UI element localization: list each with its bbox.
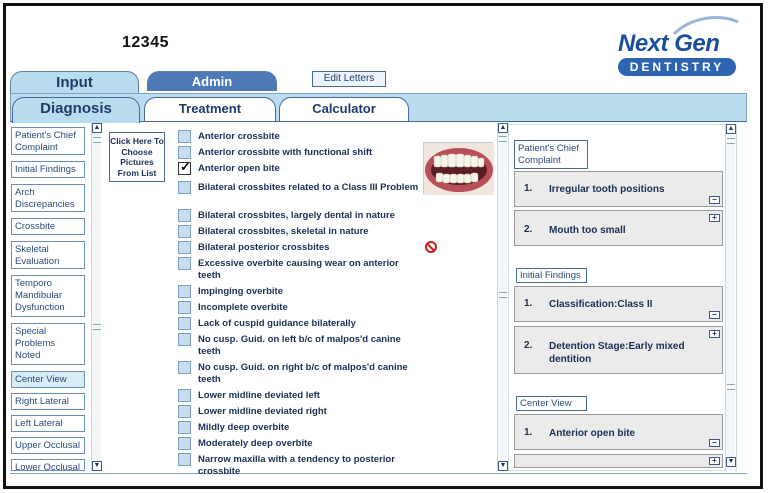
summary-entry[interactable] (514, 286, 723, 322)
scroll-down-icon[interactable]: ▼ (499, 462, 507, 469)
category-upper-occlusal[interactable]: Upper Occlusal (11, 437, 85, 454)
finding-row[interactable] (178, 257, 418, 283)
summary-entry[interactable] (514, 326, 723, 374)
category-special-problems[interactable]: Special Problems Noted (11, 323, 85, 365)
finding-label: Incomplete overbite (198, 302, 288, 313)
entry-number: 1. (524, 298, 533, 309)
category-lower-occlusal[interactable]: Lower Occlusal (11, 459, 85, 471)
edit-letters-button[interactable]: Edit Letters (312, 71, 386, 87)
finding-checkbox[interactable] (178, 209, 191, 222)
entry-number: 1. (524, 427, 533, 438)
finding-row[interactable] (178, 162, 418, 176)
expand-icon[interactable]: + (709, 214, 720, 222)
finding-checkbox[interactable] (178, 181, 191, 194)
entry-text: Mouth too small (549, 225, 626, 236)
category-initial-findings[interactable]: Initial Findings (11, 161, 85, 178)
expand-icon[interactable]: + (709, 457, 720, 465)
scroll-grip[interactable] (93, 137, 101, 143)
scroll-up-icon[interactable]: ▲ (499, 124, 507, 131)
finding-label: No cusp. Guid. on left b/c of malpos'd canine teeth (198, 334, 401, 357)
finding-checkbox[interactable] (178, 333, 191, 346)
finding-label: Moderately deep overbite (198, 438, 313, 449)
tab-calculator[interactable]: Calculator (279, 97, 409, 121)
finding-label: Anterior crossbite (198, 131, 280, 142)
entry-text: Detention Stage:Early mixed dentition (549, 341, 685, 365)
scroll-down-icon[interactable]: ▼ (727, 458, 735, 465)
entry-number: 2. (524, 224, 533, 235)
next-gen-dentistry-logo (612, 14, 740, 80)
entry-text: Classification:Class II (549, 299, 653, 310)
logo-wordmark: Next Gen (618, 30, 720, 57)
finding-label: Bilateral crossbites related to a Class III Problem (198, 182, 419, 193)
finding-row[interactable] (178, 317, 418, 331)
finding-label: Narrow maxilla with a tendency to posterior crossbite (198, 454, 395, 477)
tab-input[interactable]: Input (10, 71, 139, 93)
category-left-lateral[interactable]: Left Lateral (11, 415, 85, 432)
finding-checkbox[interactable] (178, 146, 191, 159)
finding-row[interactable] (178, 389, 418, 403)
collapse-icon[interactable]: − (709, 196, 720, 204)
choose-pictures-button[interactable]: Click Here To Choose Pictures From List (109, 132, 165, 182)
finding-checkbox-checked[interactable] (178, 162, 191, 175)
tab-treatment[interactable]: Treatment (144, 97, 276, 121)
finding-checkbox[interactable] (178, 301, 191, 314)
finding-checkbox[interactable] (178, 405, 191, 418)
finding-checkbox[interactable] (178, 257, 191, 270)
scroll-up-icon[interactable]: ▲ (93, 124, 101, 131)
collapse-icon[interactable]: − (709, 311, 720, 319)
scroll-grip[interactable] (727, 138, 735, 144)
summary-heading: Initial Findings (516, 268, 587, 283)
scroll-grip[interactable] (499, 136, 507, 142)
scroll-grip-mid[interactable] (499, 292, 507, 298)
finding-checkbox[interactable] (178, 317, 191, 330)
entry-text: Irregular tooth positions (549, 184, 665, 195)
entry-number: 2. (524, 340, 533, 351)
finding-checkbox[interactable] (178, 453, 191, 466)
finding-label: No cusp. Guid. on right b/c of malpos'd canine teeth (198, 362, 408, 385)
finding-checkbox[interactable] (178, 241, 191, 254)
finding-row[interactable] (178, 241, 418, 255)
finding-label: Anterior crossbite with functional shift (198, 147, 373, 158)
summary-heading: Patient's Chief Complaint (514, 140, 588, 169)
category-arch-discrepancies[interactable]: Arch Discrepancies (11, 184, 85, 212)
finding-row[interactable] (178, 333, 418, 359)
scroll-grip-mid[interactable] (93, 324, 101, 330)
finding-row[interactable] (178, 181, 418, 207)
finding-label: Mildly deep overbite (198, 422, 290, 433)
finding-row[interactable] (178, 301, 418, 315)
category-right-lateral[interactable]: Right Lateral (11, 393, 85, 410)
summary-entry[interactable] (514, 171, 723, 207)
entry-text: Anterior open bite (549, 428, 636, 439)
finding-label: Excessive overbite causing wear on anterior teeth (198, 258, 399, 281)
finding-label: Lower midline deviated right (198, 406, 327, 417)
tab-admin[interactable]: Admin (147, 71, 277, 91)
finding-row[interactable] (178, 421, 418, 435)
expand-icon[interactable]: + (709, 330, 720, 338)
scroll-up-icon[interactable]: ▲ (727, 125, 735, 132)
finding-checkbox[interactable] (178, 361, 191, 374)
finding-checkbox[interactable] (178, 130, 191, 143)
summary-scrollbar[interactable] (725, 124, 735, 471)
finding-row[interactable] (178, 285, 418, 299)
finding-checkbox[interactable] (178, 421, 191, 434)
finding-row[interactable] (178, 225, 418, 239)
scroll-down-icon[interactable]: ▼ (93, 462, 101, 469)
category-crossbite[interactable]: Crossbite (11, 218, 85, 235)
summary-heading: Center View (516, 396, 587, 411)
finding-label: Bilateral posterior crossbites (198, 242, 330, 253)
finding-checkbox[interactable] (178, 225, 191, 238)
finding-row[interactable] (178, 453, 418, 477)
tab-diagnosis[interactable]: Diagnosis (12, 97, 140, 123)
finding-row[interactable] (178, 146, 418, 160)
finding-checkbox[interactable] (178, 389, 191, 402)
finding-row[interactable] (178, 437, 418, 451)
finding-row[interactable] (178, 405, 418, 419)
finding-label: Lack of cuspid guidance bilaterally (198, 318, 356, 329)
clear-icon[interactable] (425, 241, 437, 253)
category-chief-complaint[interactable]: Patient's Chief Complaint (11, 127, 85, 155)
finding-label: Bilateral crossbites, skeletal in nature (198, 226, 369, 237)
entry-number: 1. (524, 183, 533, 194)
finding-row[interactable] (178, 209, 418, 223)
finding-label: Lower midline deviated left (198, 390, 320, 401)
dental-photo[interactable] (423, 142, 493, 194)
summary-entry[interactable] (514, 414, 723, 450)
collapse-icon[interactable]: − (709, 439, 720, 447)
findings-scrollbar[interactable] (497, 123, 507, 471)
summary-entry[interactable] (514, 210, 723, 246)
category-skeletal-evaluation[interactable]: Skeletal Evaluation (11, 241, 85, 269)
logo-pill: DENTISTRY (618, 58, 736, 76)
finding-label: Anterior open bite (198, 163, 280, 174)
scroll-grip-mid[interactable] (727, 384, 735, 390)
category-center-view[interactable]: Center View (11, 371, 85, 388)
finding-label: Impinging overbite (198, 286, 283, 297)
category-tmd[interactable]: Temporo Mandibular Dysfunction (11, 275, 85, 317)
finding-row[interactable] (178, 361, 418, 387)
finding-checkbox[interactable] (178, 285, 191, 298)
finding-label: Bilateral crossbites, largely dental in nature (198, 210, 395, 221)
finding-checkbox[interactable] (178, 437, 191, 450)
teeth-image (424, 143, 494, 195)
summary-entry-partial[interactable] (514, 454, 723, 468)
category-scrollbar[interactable] (91, 123, 101, 471)
patient-id: 12345 (122, 34, 169, 51)
finding-row[interactable] (178, 130, 418, 144)
